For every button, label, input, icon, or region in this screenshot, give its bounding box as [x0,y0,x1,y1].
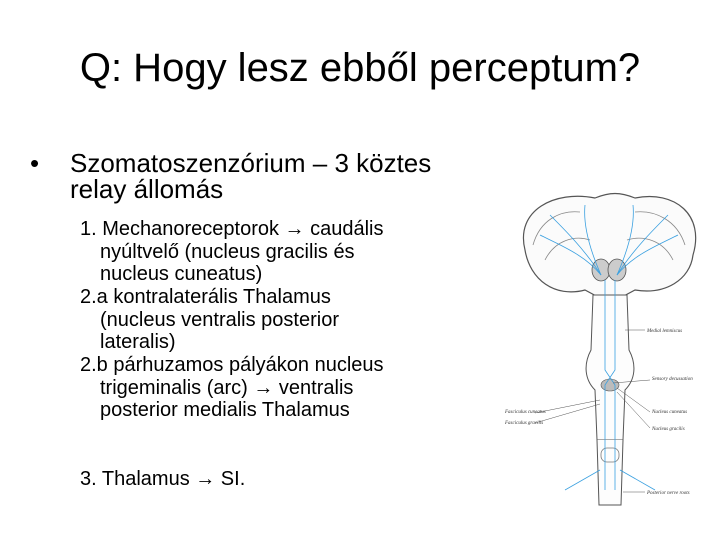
label-nucleus-cuneatus: Nucleus cuneatus [652,410,688,415]
brainstem-outline [586,295,634,440]
bullet-line-1: Szomatoszenzórium – 3 köztes [70,148,432,178]
pathway-diagram [505,190,715,510]
subitem-2a [80,286,480,354]
label-fasciculus-cuneatus: Fasciculus cuneatus [505,410,546,415]
medulla-nuclei [601,379,619,391]
slide-title: Q: Hogy lesz ebből perceptum? [79,46,641,90]
spinal-cord [597,440,623,505]
subitem-1-line-1: 1. Mechanoreceptorok → caudális [80,218,384,240]
bullet-marker: • [30,148,40,178]
subitem-1-line-2: nyúltvelő (nucleus gracilis és [100,240,355,263]
subitem-2b-line-1: 2.b párhuzamos pályákon nucleus [80,354,384,376]
subitem-1-line-3: nucleus cuneatus) [100,263,263,285]
subitem-3-line-1: 3. Thalamus → SI. [80,468,246,490]
bullet-line-2: relay állomás [70,174,224,204]
label-posterior-nerve-roots: Posterior nerve roots [647,491,690,496]
label-nucleus-gracilis: Nucleus gracilis [652,427,685,432]
dorsal-column-pathway-figure [505,190,715,510]
subitem-2a-line-1: 2.a kontralaterális Thalamus [80,286,331,308]
subitem-2b [80,354,480,422]
thalamus-right [608,259,626,281]
subitem-2b-line-3: posterior medialis Thalamus [100,399,350,421]
subitem-2b-line-2: trigeminalis (arc) → ventralis [100,376,354,399]
thalamus-left [592,259,610,281]
brain-outline [523,194,695,299]
main-bullet [30,150,470,202]
subitem-2a-line-2: (nucleus ventralis posterior [100,308,339,331]
label-sensory-decussation: Sensory decussation [652,377,693,382]
label-fasciculus-gracilis: Fasciculus gracilis [505,421,544,426]
subitem-3 [80,468,480,491]
subitem-1 [80,218,480,286]
subitem-2a-line-3: lateralis) [100,331,176,353]
label-medial-lemniscus: Medial lemniscus [647,329,683,334]
